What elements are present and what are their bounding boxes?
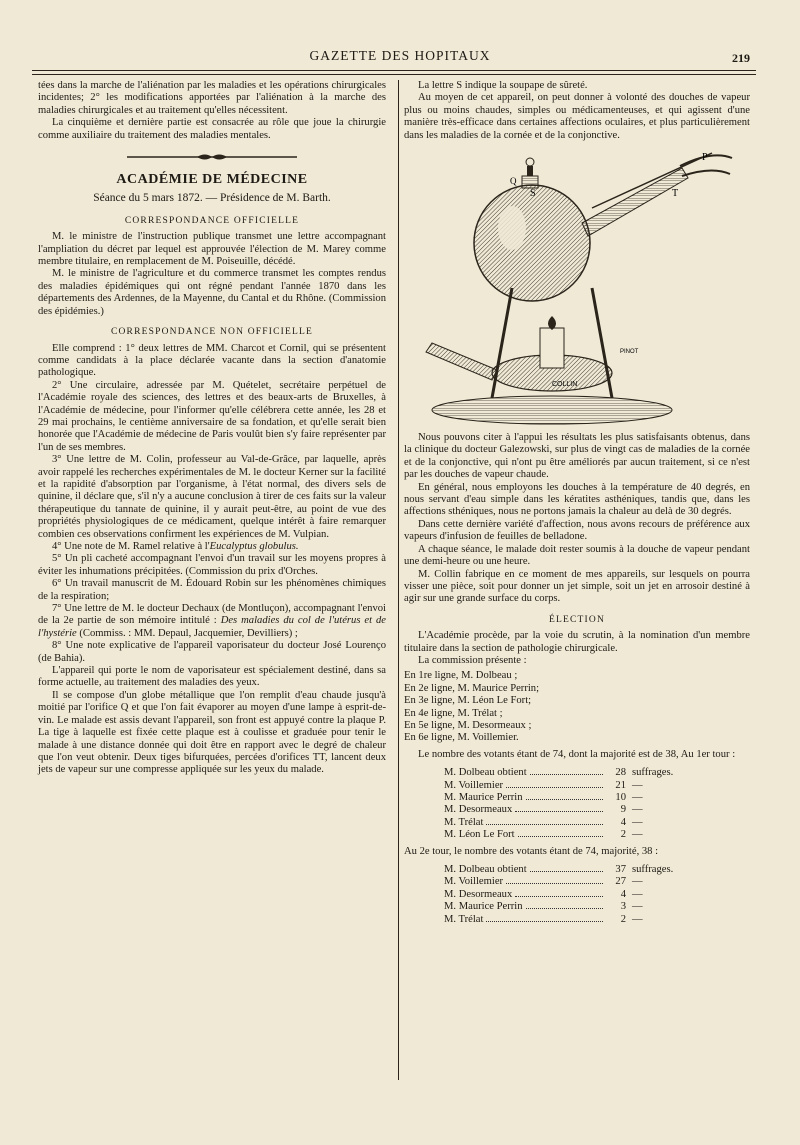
table-row: M. Léon Le Fort 2 — [444,829,643,841]
section-heading: CORRESPONDANCE NON OFFICIELLE [110,327,314,338]
paragraph: 3° Une lettre de M. Colin, professeur au Val-de-Grâce, par laquelle, après avoir rappelé les recherches expérimentales de M. le docteur Kerner sur la facilité et la rapidité d'absorption par l'organisme, à l'état normal, des divers sels de quinine, il déclare que, s'il n'y a aucune conclusion à tirer de ces faits sur la valeur thérapeutique du tannate de quinine, il y aurait peut-être, au point de vue des propriétés physiologiques de ce médicament, quelque intérêt à faire remarquer combien ces observations confirment les expériences de M. Vulpian. [38,454,386,540]
list-item: En 6e ligne, M. Voillemier. [404,732,519,744]
list-item: En 5e ligne, M. Desormeaux ; [404,719,532,731]
paragraph: Au moyen de cet appareil, on peut donner à volonté des douches de vapeur plus ou moins chaudes, simples ou médicamenteuses, et qui agissent d'une manière très-efficace dans certaines affections oculaires, et plus particulièrement dans les maladies de la cornée et de la conjonctive. [404,92,750,141]
table-row: M. Maurice Perrin 10 — [444,792,643,803]
paragraph-item-7 [38,603,386,640]
paragraph: La cinquième et dernière partie est consacrée au rôle que joue la chirurgie comme auxiliaire du traitement des maladies mentales. [38,117,386,141]
commission-list [404,670,750,744]
paragraph: L'appareil qui porte le nom de vaporisateur est spécialement destiné, dans sa forme actuelle, au traitement des maladies des yeux. [38,665,386,689]
table-row: M. Dolbeau obtient 37 suffrages. [444,864,674,876]
table-row: M. Trélat 2 — [444,913,643,925]
item7-text: 7° Une lettre de M. le docteur Dechaux (de Montluçon), accompagnant l'envoi de la 2e partie de son mémoire intitulé : [38,603,386,627]
paragraph: L'Académie procède, par la voie du scrutin, à la nomination d'un membre titulaire dans la section de pathologie chirurgicale. [404,630,750,654]
paragraph: 2° Une circulaire, adressée par M. Quételet, secrétaire perpétuel de l'Académie royale des sciences, des lettres et des beaux-arts de Bruxelles, à l'Académie de médecine, pour l'informer qu'elle célébrera cette année, les 28 et 29 mai prochains, le centième anniversaire de sa fondation, et qu'elle serait bien honorée que l'Académie de médecine de Paris voulût bien s'y faire représenter par l'un de ses membres. [38,379,386,453]
figure-label-s: S [530,188,536,200]
paragraph: Au 2e tour, le nombre des votants étant de 74, majorité, 38 : [404,845,659,857]
paragraph: Il se compose d'un globe métallique que l'on remplit d'eau chaude jusqu'à moitié par l'orifice Q et que l'on fait évaporer au moyen d'une lampe à esprit-de-vin. Le malade est assis devant l'appareil, son front est appuyé contre la plaque P. La tige à laquelle est fixée cette plaque est à coulisse et graduée pour tenir le malade à une distance donnée qui doit être en rapport avec le degré de chaleur que l'on veut obtenir. Deux tiges bifurquées, percées d'orifices TT, lancent deux jets de vapeur sur une compresse appliquée sur les yeux du malade. [38,689,386,776]
figure-label-t: T [672,188,679,200]
paragraph: tées dans la marche de l'aliénation par les maladies et les opérations chirurgicales incidentes; 2° les modifications apportées par l'aliénation à la marche des maladies chirurgicales et au traitement qu'elles nécessitent. [38,80,386,116]
header-rule-thin [32,74,756,75]
paragraph: Elle comprend : 1° deux lettres de MM. Charcot et Cornil, qui se présentent comme candidats à la place déclarée vacante dans la section d'anatomie pathologique. [38,342,386,379]
journal-title: GAZETTE DES HOPITAUX [309,48,491,63]
vaporizer-apparatus-illustration [412,148,742,428]
paragraph: Nous pouvons citer à l'appui les résultats les plus satisfaisants obtenus, dans la clinique du docteur Galezowski, sur plus de vingt cas de maladies de la cornée et de la conjonctive, qui n'ont pu être améliorés par aucun traitement, si ce n'est par les douches de vapeur chaude. [404,432,750,481]
list-item: En 2e ligne, M. Maurice Perrin; [404,682,540,694]
item7-italic: Des maladies du col de l'utérus et de l'hystérie [38,615,387,639]
column-divider [398,80,399,1080]
paragraph: 6° Un travail manuscrit de M. Édouard Robin sur les phénomènes chimiques de la respiration; [38,578,386,602]
figure-label-colin: COLLIN [552,381,578,389]
paragraph: La commission présente : [418,654,527,666]
table-row: M. Voillemier 27 — [444,876,643,888]
table-row: M. Maurice Perrin 3 — [444,901,643,913]
section-heading: ÉLECTION [548,614,606,625]
table-row: M. Voillemier 21 — [444,779,643,791]
list-item: En 4e ligne, M. Trélat ; [404,707,503,719]
paragraph: M. Collin fabrique en ce moment de mes appareils, sur lesquels on pourra visser une pièce, soit pour donner un jet simple, soit un jet en arrosoir destiné à agir sur une grande surface du corps. [404,568,750,605]
table-row: M. Desormeaux 4 — [444,888,643,900]
item4-italic: Eucalyptus globulus. [209,541,299,552]
item7-suffix: (Commiss. : MM. Depaul, Jacquemier, Devilliers) ; [76,627,298,639]
paragraph: M. le ministre de l'agriculture et du commerce transmet les comptes rendus des maladies épidémiques qui ont régné pendant l'année 1870 dans les départements des Ardennes, de la Mayenne, du Cantal et du Rhône. (Commission des épidémies.) [38,268,386,317]
left-column [38,80,386,777]
table-row: M. Trélat 4 — [444,816,643,828]
table-row: M. Desormeaux 9 — [444,804,643,816]
list-item: En 3e ligne, M. Léon Le Fort; [404,695,532,707]
list-item: En 1re ligne, M. Dolbeau ; [404,670,518,682]
table-row: M. Dolbeau obtient 28 suffrages. [444,767,674,779]
page-header [30,48,770,68]
paragraph: M. le ministre de l'instruction publique transmet une lettre accompagnant l'ampliation du décret par lequel est approuvée l'élection de M. Marey comme membre titulaire, en remplacement de M. Poiseuille, décédé. [38,231,386,268]
paragraph: En général, nous employons les douches à la température de 40 degrés, en nous servant d'eau simple dans les kératites asthéniques, tandis que, dans les affections sthéniques, nous ne portons jamais la chaleur au delà de 30 degrés. [404,481,750,518]
paragraph: Le nombre des votants étant de 74, dont la majorité est de 38, Au 1er tour : [418,748,736,760]
figure-label-pinot: PINOT [620,349,639,356]
header-rule [32,70,756,71]
ornament-divider-icon [127,152,297,162]
figure-label-p: P [702,152,708,164]
section-heading: CORRESPONDANCE OFFICIELLE [124,215,300,226]
paragraph: 8° Une note explicative de l'appareil vaporisateur du docteur José Lourenço (de Bahia). [38,640,386,664]
paragraph: Dans cette dernière variété d'affection, nous avons recours de préférence aux vapeurs d'infusion de feuilles de belladone. [404,518,750,543]
item4-text: 4° Une note de M. Ramel relative à l' [52,541,210,552]
paragraph: A chaque séance, le malade doit rester soumis à la douche de vapeur pendant une demi-heure ou une heure. [404,543,750,568]
page-number: 219 [732,51,750,65]
session-line: Séance du 5 mars 1872. — Présidence de M. Barth. [93,192,331,205]
paragraph-item-4 [38,541,386,553]
figure-label-q: Q [510,176,517,187]
paragraph: 5° Un pli cacheté accompagnant l'envoi d'un travail sur les moyens propres à éviter les inhumations précipitées. (Commission du prix d'Orches. [38,553,386,577]
paragraph: La lettre S indique la soupape de sûreté. [418,80,588,91]
right-column [404,80,750,930]
academy-title: ACADÉMIE DE MÉDECINE [116,172,308,188]
vote-table-round-1 [444,767,694,841]
vote-table-round-2 [444,864,694,926]
